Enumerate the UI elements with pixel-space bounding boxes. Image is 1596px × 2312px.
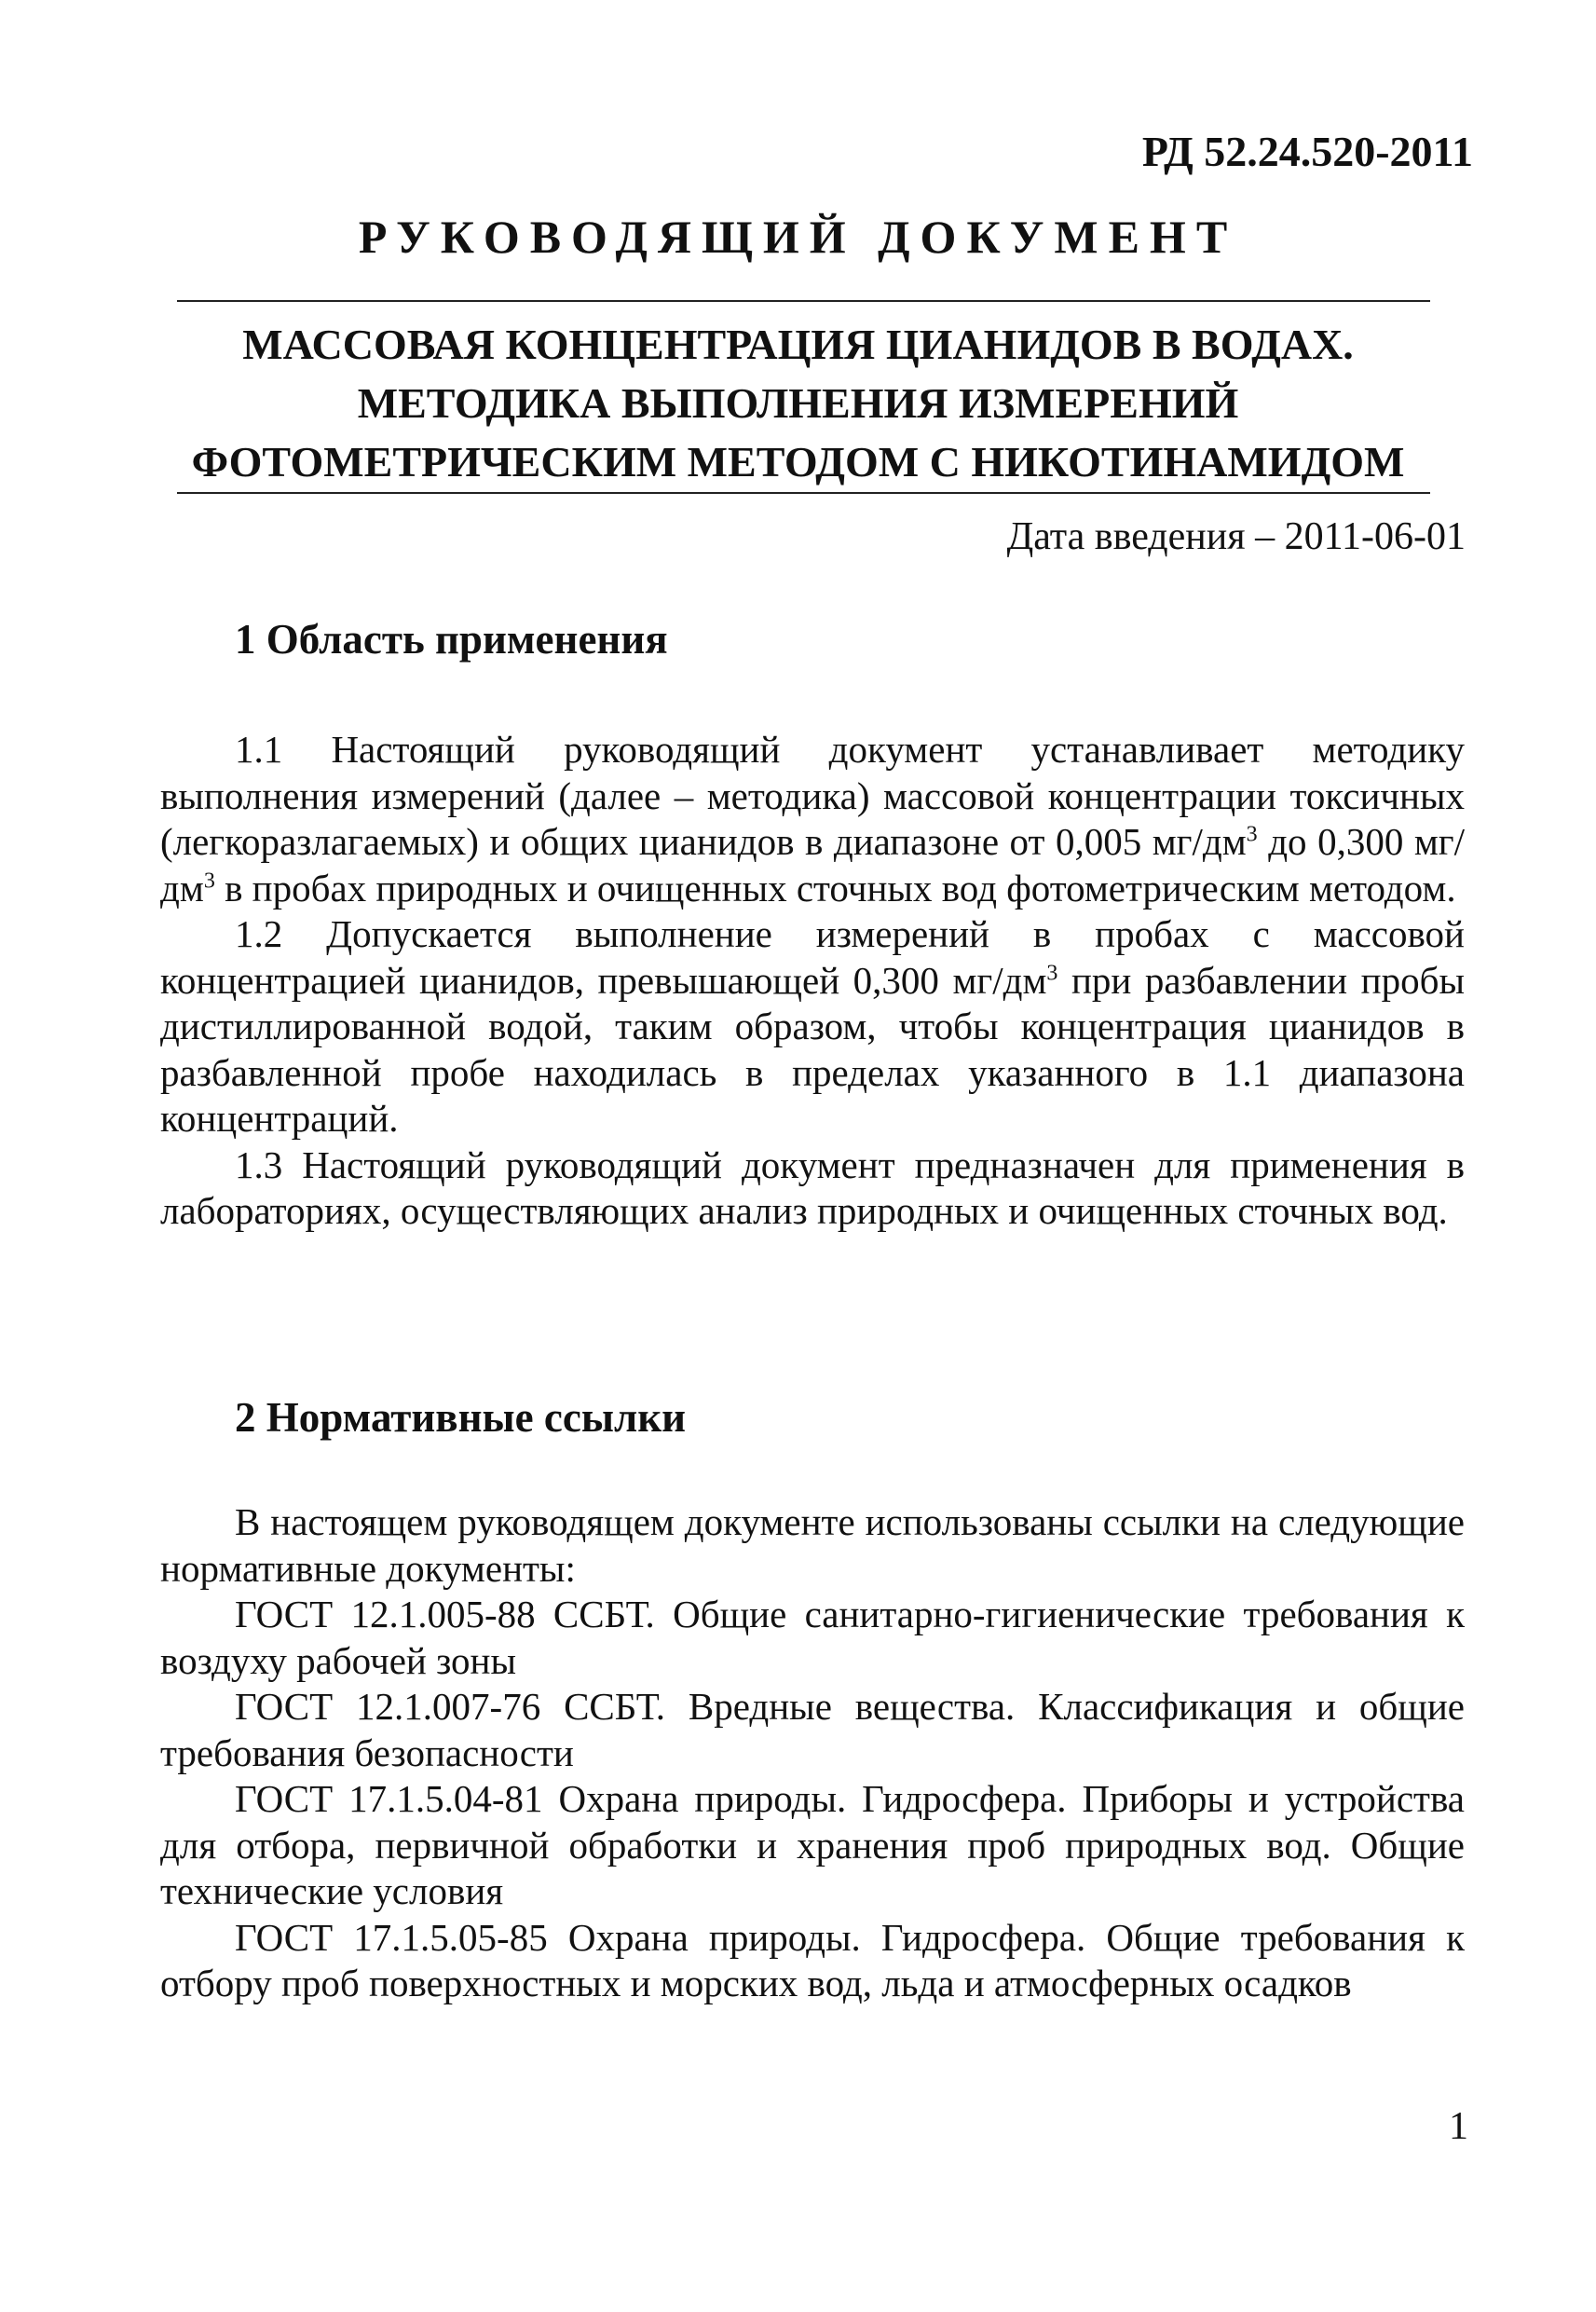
document-title	[0, 315, 1596, 491]
section-1-body	[160, 727, 1465, 1235]
reference-item: ГОСТ 17.1.5.04-81 Охрана природы. Гидросфера. Приборы и устройства для отбора, первичной обработки и хранения проб природных вод. Общие технические условия	[160, 1777, 1465, 1912]
paragraph-1-3: 1.3 Настоящий руководящий документ предназначен для применения в лабораториях, осуществляющих анализ природных и очищенных сточных вод.	[160, 1142, 1465, 1232]
title-line: МАССОВАЯ КОНЦЕНТРАЦИЯ ЦИАНИДОВ В ВОДАХ.	[242, 321, 1354, 368]
section-2-body	[160, 1499, 1465, 2007]
reference-item: ГОСТ 12.1.007-76 ССБТ. Вредные вещества. Классификация и общие требования безопасности	[160, 1685, 1465, 1774]
reference-item: ГОСТ 17.1.5.05-85 Охрана природы. Гидросфера. Общие требования к отбору проб поверхностных и морских вод, льда и атмосферных осадков	[160, 1915, 1465, 2004]
title-line: ФОТОМЕТРИЧЕСКИМ МЕТОДОМ С НИКОТИНАМИДОМ	[191, 438, 1405, 486]
unit-exponent: 3	[203, 868, 215, 893]
paragraph-text: 1.2 Допускается выполнение измерений в пробах с массовой концентрацией цианидов, превышающей 0,300 мг/дм	[160, 912, 1465, 1002]
title-bottom-rule	[177, 492, 1430, 494]
paragraph-1-2	[160, 911, 1465, 1142]
title-line: МЕТОДИКА ВЫПОЛНЕНИЯ ИЗМЕРЕНИЙ	[357, 379, 1239, 427]
unit-exponent: 3	[1046, 960, 1058, 985]
page-number: 1	[1449, 2105, 1468, 2148]
document-code: РД 52.24.520-2011	[1141, 128, 1473, 175]
paragraph-1-1	[160, 727, 1465, 911]
document-type-heading: РУКОВОДЯЩИЙ ДОКУМЕНТ	[358, 211, 1238, 263]
paragraph-text: 1.1 Настоящий руководящий документ устанавливает методику выполнения измерений (далее – методика) массовой концентрации токсичных (легкоразлагаемых) и общих цианидов в диапазоне от 0,005 мг/дм	[160, 728, 1465, 863]
paragraph-text: в пробах природных и очищенных сточных вод фотометрическим методом.	[214, 866, 1456, 910]
reference-item: ГОСТ 12.1.005-88 ССБТ. Общие санитарно-гигиенические требования к воздуху рабочей зоны	[160, 1593, 1465, 1682]
section-2-heading: 2 Нормативные ссылки	[235, 1394, 687, 1441]
unit-exponent: 3	[1246, 822, 1258, 847]
title-top-rule	[177, 300, 1430, 302]
section-1-heading: 1 Область применения	[235, 616, 668, 663]
paragraph-text: при разбавлении пробы дистиллированной водой, таким образом, чтобы концентрация цианидов в разбавленной пробе находилась в пределах указанного в 1.1 диапазона концентраций.	[160, 958, 1465, 1140]
paragraph-text: до 0,300 мг/дм	[160, 820, 1465, 910]
section-2-intro: В настоящем руководящем документе использованы ссылки на следующие нормативные документы:	[160, 1500, 1465, 1590]
introduction-date: Дата введения – 2011-06-01	[1006, 515, 1466, 558]
